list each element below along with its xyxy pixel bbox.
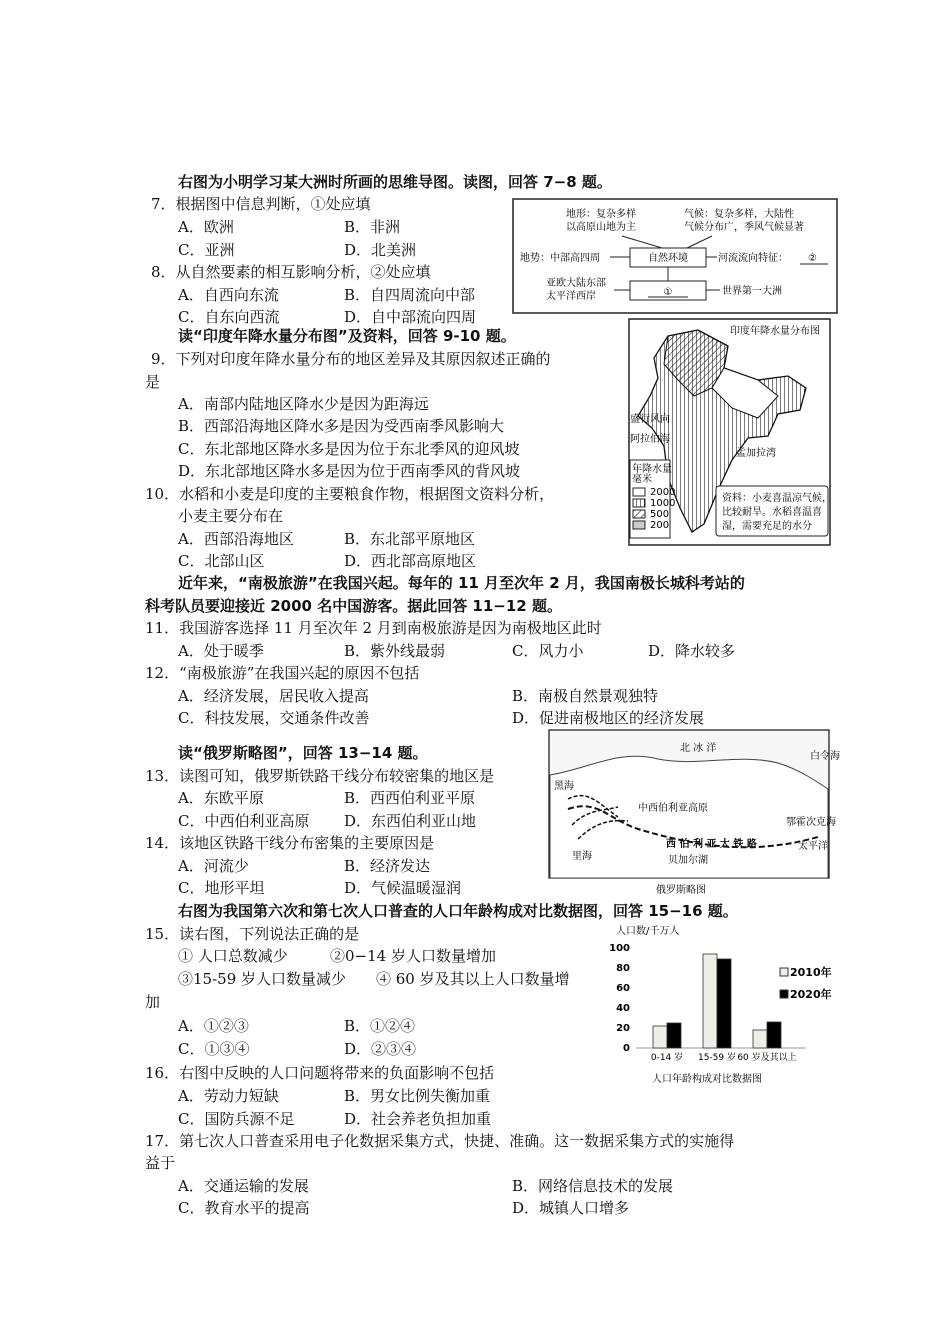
q17-stem-cont: 益于	[145, 1154, 176, 1172]
russia-black-sea: 黑海	[554, 781, 574, 792]
population-bar-chart	[600, 920, 840, 1090]
india-note-line1: 资料：小麦喜温凉气候，	[722, 493, 832, 504]
chart-y-tick-1: 20	[616, 1023, 630, 1034]
q15-statement-4-cont: 加	[145, 993, 161, 1011]
mind-map-river: 河流流向特征：	[718, 253, 788, 264]
q14-stem: 14．该地区铁路干线分布密集的主要原因是	[145, 834, 435, 852]
q11-stem: 11．我国游客选择 11 月至次年 2 月到南极旅游是因为南极地区此时	[145, 619, 602, 637]
mind-map-climate-line2: 气候分布广，季风气候显著	[684, 222, 804, 233]
russia-plateau: 中西伯利亚高原	[638, 803, 708, 814]
russia-baikal: 贝加尔湖	[668, 855, 708, 866]
q9-option-c[interactable]: C．东北部地区降水多是因为位于东北季风的迎风坡	[178, 440, 520, 458]
chart-legend-label-1: 2020年	[790, 988, 832, 1001]
intro-11-12-line1: 近年来，“南极旅游”在我国兴起。每年的 11 月至次年 2 月，我国南极长城科考站的	[178, 574, 745, 592]
chart-plot-area	[609, 943, 832, 1063]
chart-x-tick-1: 15-59 岁	[697, 1053, 737, 1063]
chart-legend-label-0: 2010年	[790, 966, 832, 979]
q12-option-b[interactable]: B．南极自然景观独特	[512, 687, 659, 705]
russia-arctic: 北 冰 洋	[680, 743, 717, 754]
q15-statement-4: ④ 60 岁及其以上人口数量增	[376, 970, 570, 988]
mind-map-relief: 地势：中部高四周	[520, 253, 600, 264]
q17-option-b[interactable]: B．网络信息技术的发展	[512, 1177, 674, 1195]
q15-option-d[interactable]: D．②③④	[344, 1040, 417, 1058]
india-note-line2: 比较耐旱。水稻喜温喜	[722, 507, 822, 518]
q17-option-d[interactable]: D．城镇人口增多	[512, 1199, 630, 1217]
q8-option-b[interactable]: B．自四周流向中部	[344, 286, 476, 304]
chart-legend-swatch-0	[780, 968, 788, 976]
q15-option-b[interactable]: B．①②④	[344, 1017, 416, 1035]
q11-option-d[interactable]: D．降水较多	[648, 642, 736, 660]
mind-map-figure	[512, 198, 838, 314]
q7-option-c[interactable]: C．亚洲	[178, 241, 235, 259]
india-rainfall-map	[628, 318, 831, 546]
q17-stem: 17．第七次人口普查采用电子化数据采集方式，快捷、准确。这一数据采集方式的实施得	[145, 1132, 735, 1150]
q7-option-a[interactable]: A．欧洲	[178, 218, 234, 236]
mind-map-location-line1: 亚欧大陆东部	[546, 278, 606, 289]
india-map-wind: 盛行风向	[630, 414, 670, 425]
chart-x-tick-0: 0-14 岁	[650, 1053, 684, 1063]
q13-option-c[interactable]: C．中西伯利亚高原	[178, 812, 310, 830]
chart-y-tick-5: 100	[609, 943, 630, 954]
legend-value-0: 2000	[650, 487, 676, 498]
chart-legend-swatch-1	[780, 990, 788, 998]
q12-option-a[interactable]: A．经济发展，居民收入提高	[178, 687, 369, 705]
q17-option-a[interactable]: A．交通运输的发展	[178, 1177, 309, 1195]
q7-option-b[interactable]: B．非洲	[344, 218, 401, 236]
q10-option-c[interactable]: C．北部山区	[178, 552, 265, 570]
q9-stem: 9．下列对印度年降水量分布的地区差异及其原因叙述正确的	[151, 350, 551, 368]
q13-option-b[interactable]: B．西西伯利亚平原	[344, 789, 476, 807]
q11-option-a[interactable]: A．处于暖季	[178, 642, 264, 660]
q16-option-b[interactable]: B．男女比例失衡加重	[344, 1087, 491, 1105]
chart-bar-2010年-2	[753, 1030, 767, 1048]
q9-stem-cont: 是	[145, 373, 161, 391]
russia-caption: 俄罗斯略图	[656, 885, 706, 896]
chart-bar-2020年-1	[717, 959, 731, 1048]
q10-stem-cont: 小麦主要分布在	[178, 507, 284, 525]
q7-stem: 7．根据图中信息判断，①处应填	[151, 195, 371, 213]
chart-y-tick-2: 40	[616, 1003, 630, 1014]
legend-title-unit: 毫米	[632, 474, 652, 485]
chart-x-tick-2: 60 岁及其以上	[737, 1053, 797, 1063]
mind-map-terrain-line2: 以高原山地为主	[566, 222, 636, 233]
india-map-title: 印度年降水量分布图	[730, 326, 820, 337]
mind-map-terrain-line1: 地形：复杂多样	[566, 209, 636, 220]
intro-15-16: 右图为我国第六次和第七次人口普查的人口年龄构成对比数据图，回答 15−16 题。	[178, 902, 738, 920]
q10-option-b[interactable]: B．东北部平原地区	[344, 530, 476, 548]
q13-option-a[interactable]: A．东欧平原	[178, 789, 264, 807]
q15-stem: 15．读右图，下列说法正确的是	[145, 925, 360, 943]
q16-option-a[interactable]: A．劳动力短缺	[178, 1087, 279, 1105]
q14-option-a[interactable]: A．河流少	[178, 857, 249, 875]
q9-option-b[interactable]: B．西部沿海地区降水多是因为受西南季风影响大	[178, 417, 505, 435]
russia-map	[548, 729, 840, 899]
chart-y-tick-3: 60	[616, 983, 630, 994]
chart-bar-2010年-1	[703, 954, 717, 1048]
q15-option-a[interactable]: A．①②③	[178, 1017, 249, 1035]
intro-9-10: 读“印度年降水量分布图”及资料，回答 9-10 题。	[178, 327, 516, 345]
q9-option-d[interactable]: D．东北部地区降水多是因为位于西南季风的背风坡	[178, 462, 521, 480]
russia-railway-label: 西 伯 利 亚 大 铁 路	[666, 839, 757, 850]
legend-title-1: 年降水量	[632, 464, 672, 475]
russia-pacific: 太平洋	[798, 841, 828, 852]
q12-option-c[interactable]: C．科技发展，交通条件改善	[178, 709, 370, 727]
russia-bering: 白令海	[810, 751, 840, 762]
chart-y-tick-4: 80	[616, 963, 630, 974]
intro-7-8: 右图为小明学习某大洲时所画的思维导图。读图，回答 7−8 题。	[178, 173, 612, 191]
chart-bar-2020年-0	[667, 1023, 681, 1048]
q11-option-b[interactable]: B．紫外线最弱	[344, 642, 446, 660]
q13-option-d[interactable]: D．东西伯利亚山地	[344, 812, 477, 830]
legend-value-3: 200	[650, 520, 670, 531]
mind-map-center: 自然环境	[648, 253, 688, 264]
q11-option-c[interactable]: C．风力小	[512, 642, 584, 660]
chart-title: 人口年龄构成对比数据图	[652, 1074, 762, 1085]
q10-option-a[interactable]: A．西部沿海地区	[178, 530, 294, 548]
q10-stem: 10．水稻和小麦是印度的主要粮食作物，根据图文资料分析，	[145, 485, 555, 503]
q8-stem: 8．从自然要素的相互影响分析，②处应填	[151, 263, 431, 281]
q8-option-d[interactable]: D．自中部流向四周	[344, 308, 477, 326]
q14-option-b[interactable]: B．经济发达	[344, 857, 431, 875]
india-map-arabian-sea: 阿拉伯海	[630, 434, 670, 445]
q16-stem: 16．右图中反映的人口问题将带来的负面影响不包括	[145, 1064, 495, 1082]
q13-stem: 13．读图可知，俄罗斯铁路干线分布较密集的地区是	[145, 767, 495, 785]
india-map-bay: 孟加拉湾	[736, 448, 776, 459]
chart-bar-2020年-2	[767, 1022, 781, 1048]
q14-option-c[interactable]: C．地形平坦	[178, 879, 265, 897]
mind-map-climate-line1: 气候：复杂多样，大陆性	[684, 209, 794, 220]
intro-13-14: 读“俄罗斯略图”，回答 13−14 题。	[178, 744, 428, 762]
russia-caspian: 里海	[572, 851, 592, 862]
mind-map-river-mark: ②	[808, 253, 817, 264]
q15-statement-2: ②0−14 岁人口数量增加	[330, 947, 496, 965]
legend-value-2: 500	[650, 509, 670, 520]
legend-value-1: 1000	[650, 498, 676, 509]
russia-okhotsk: 鄂霍次克海	[786, 817, 836, 828]
chart-bar-2010年-0	[653, 1026, 667, 1048]
q7-option-d[interactable]: D．北美洲	[344, 241, 417, 259]
q8-option-a[interactable]: A．自西向东流	[178, 286, 279, 304]
mind-map-largest: 世界第一大洲	[722, 286, 782, 297]
q10-option-d[interactable]: D．西北部高原地区	[344, 552, 477, 570]
q15-option-c[interactable]: C．①③④	[178, 1040, 250, 1058]
q12-stem: 12．“南极旅游”在我国兴起的原因不包括	[145, 664, 420, 682]
q15-statement-1: ① 人口总数减少	[178, 947, 288, 965]
q16-option-d[interactable]: D．社会养老负担加重	[344, 1110, 492, 1128]
chart-y-axis-label: 人口数/千万人	[616, 926, 680, 937]
q15-statement-3: ③15-59 岁人口数量减少	[178, 970, 347, 988]
intro-11-12-line2: 科考队员要迎接近 2000 名中国游客。据此回答 11−12 题。	[145, 597, 562, 615]
chart-y-tick-0: 0	[623, 1043, 630, 1054]
mind-map-blank: ①	[663, 287, 673, 298]
q17-option-c[interactable]: C．教育水平的提高	[178, 1199, 310, 1217]
q8-option-c[interactable]: C．自东向西流	[178, 308, 280, 326]
q9-option-a[interactable]: A．南部内陆地区降水少是因为距海远	[178, 395, 429, 413]
q16-option-c[interactable]: C．国防兵源不足	[178, 1110, 295, 1128]
q14-option-d[interactable]: D．气候温暖湿润	[344, 879, 462, 897]
india-note-line3: 湿，需要充足的水分	[722, 521, 812, 532]
q12-option-d[interactable]: D．促进南极地区的经济发展	[512, 709, 705, 727]
mind-map-location-line2: 太平洋西岸	[546, 291, 596, 302]
